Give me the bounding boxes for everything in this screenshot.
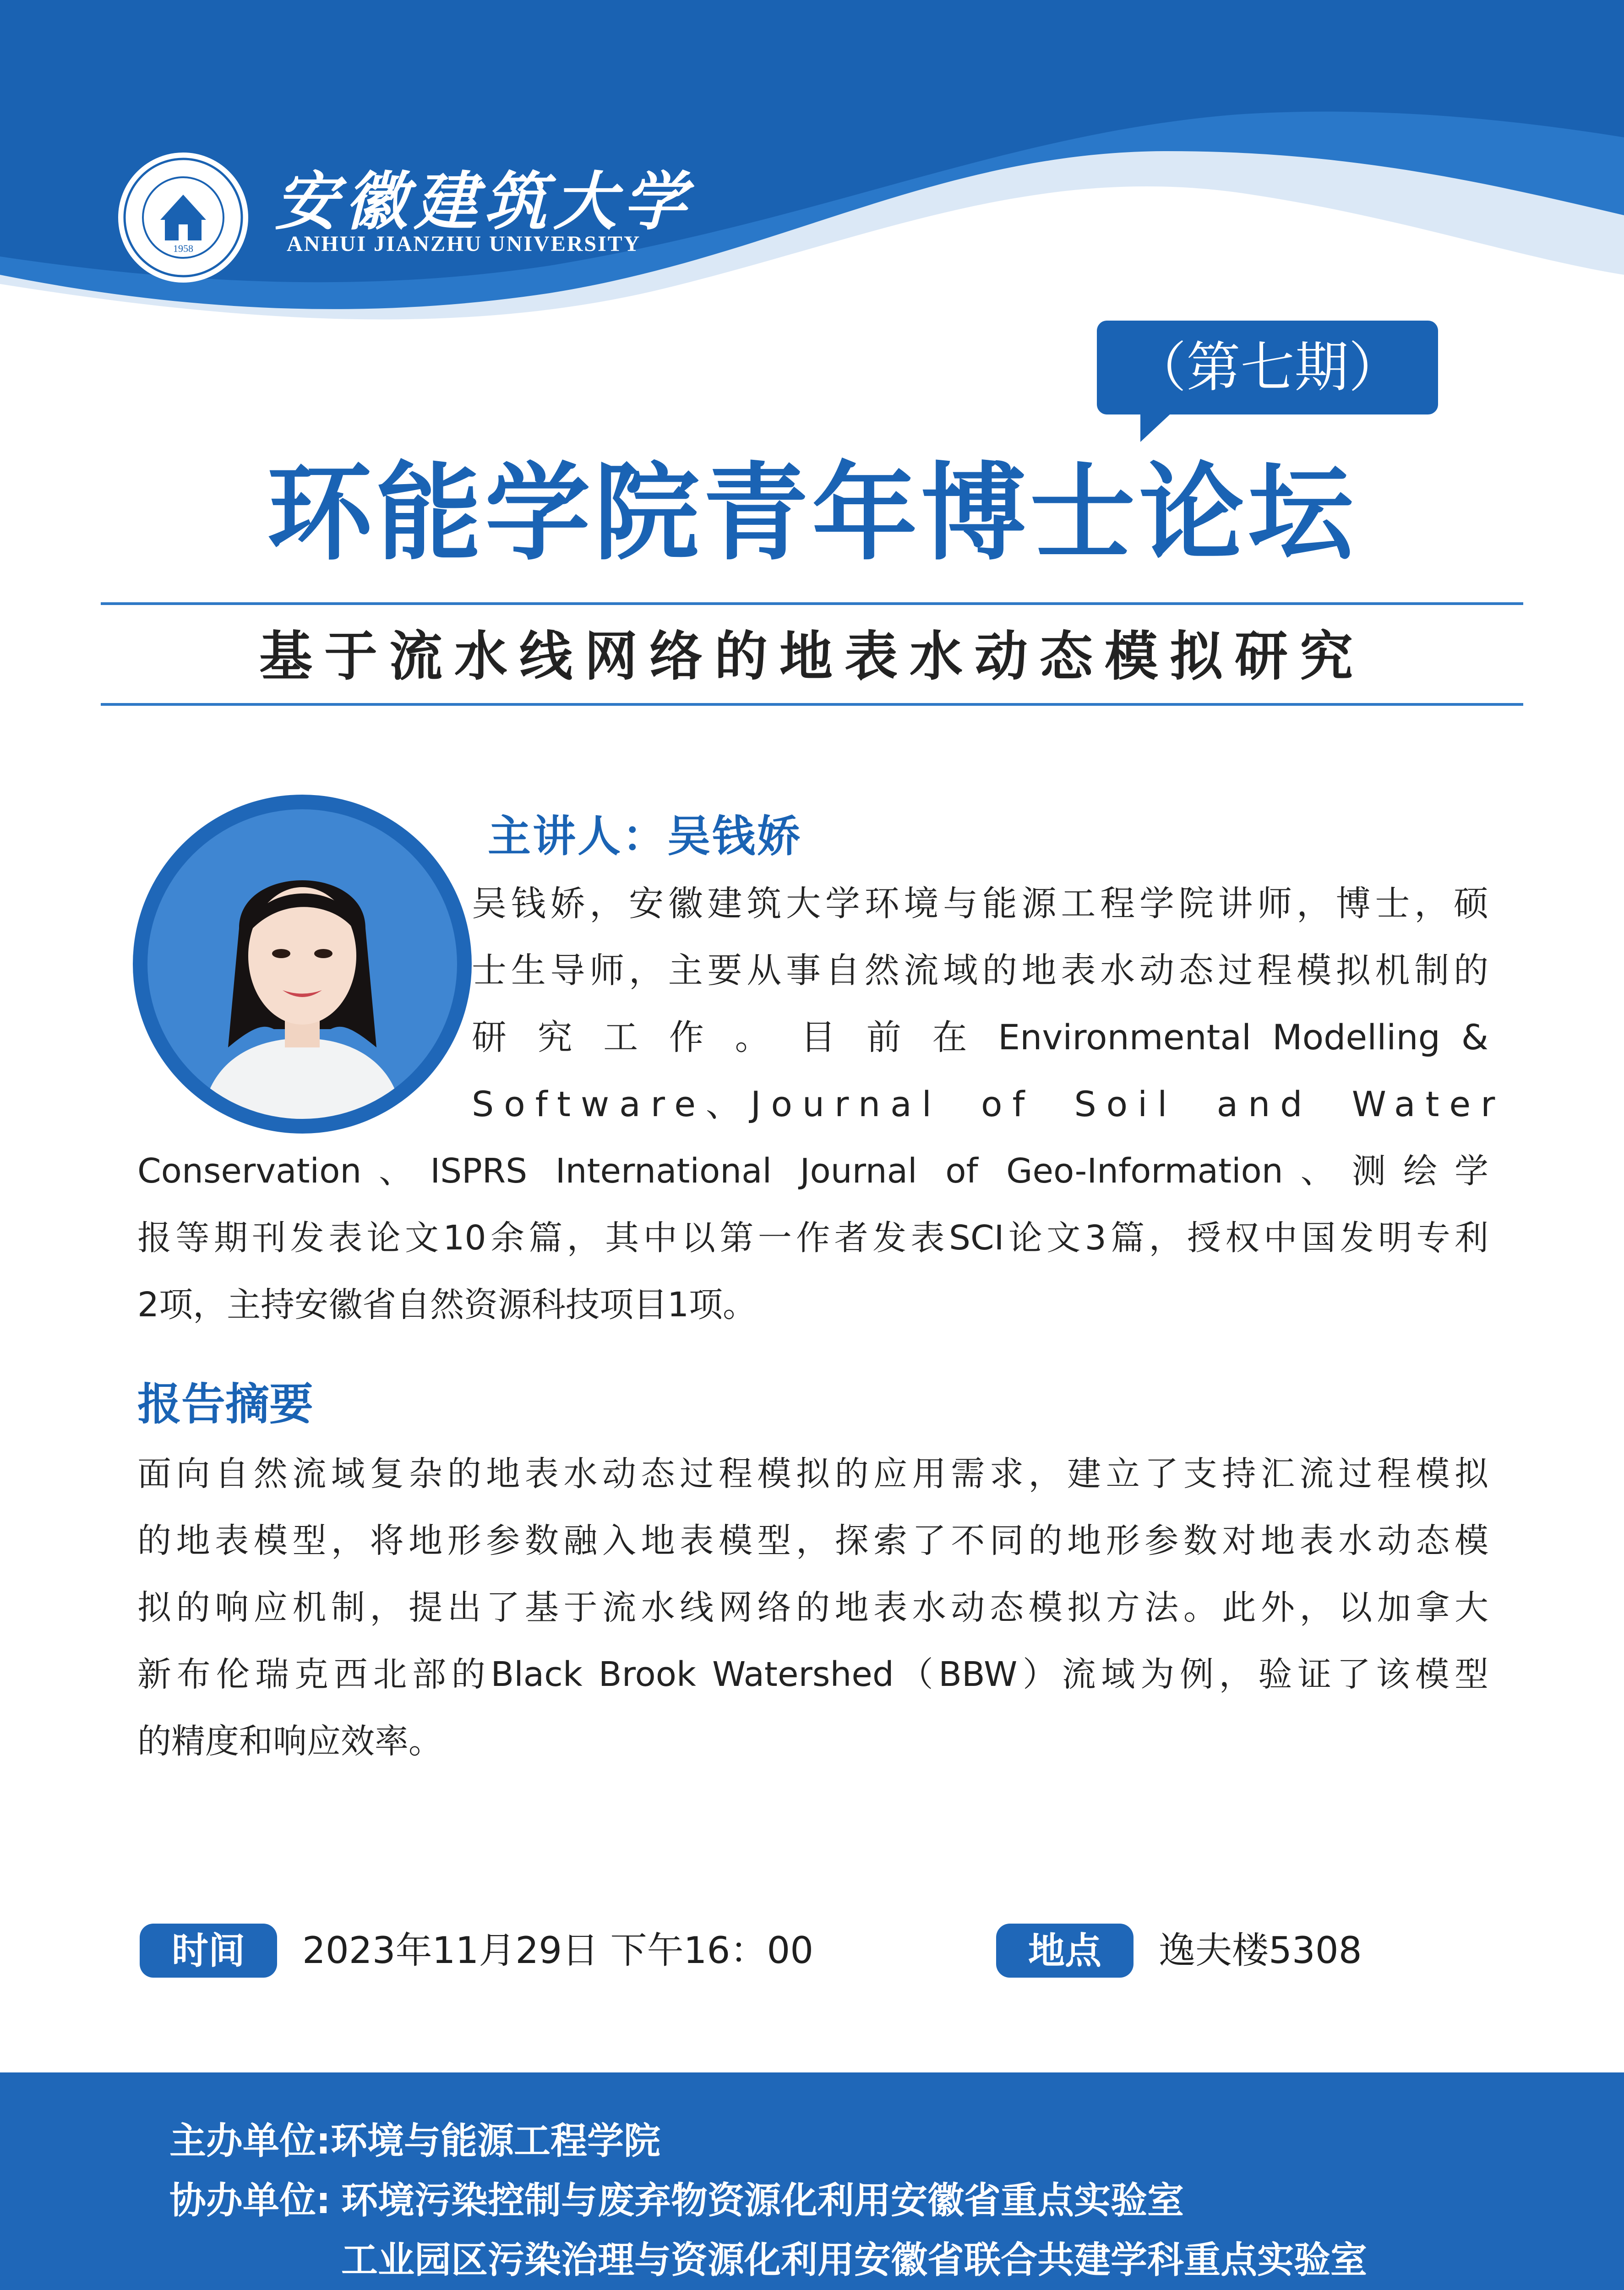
abstract-line: 的精度和响应效率。 [137,1722,442,1761]
talk-topic: 基于流水线网络的地表水动态模拟研究 [259,625,1365,687]
forum-title: 环能学院青年博士论坛 [267,451,1357,575]
issue-number: （第七期） [1132,336,1403,399]
abstract-line: 的地表模型，将地形参数融入地表模型，探索了不同的地形参数对地表水动态模 [137,1521,1488,1560]
bio-line: 2项，主持安徽省自然资源科技项目1项。 [137,1285,757,1325]
bio-line: 吴钱娇，安徽建筑大学环境与能源工程学院讲师，博士，硕 [472,883,1488,924]
abstract-line: 拟的响应机制，提出了基于流水线网络的地表水动态模拟方法。此外，以加拿大 [137,1588,1488,1627]
bio-line: 士生导师，主要从事自然流域的地表水动态过程模拟机制的 [472,950,1488,991]
time-value: 2023年11月29日 下午16：00 [302,1929,814,1972]
bio-line: 研 究 工 作 。 目 前 在 Environmental Modelling & [472,1017,1488,1058]
divider-bottom [101,703,1523,706]
time-label-badge: 时间 [140,1924,277,1978]
host-unit: 主办单位:环境与能源工程学院 [169,2120,660,2162]
university-seal-logo [117,151,250,284]
speaker-heading: 主讲人：吴钱娇 [488,811,802,861]
co-host-item: 环境污染控制与废弃物资源化利用安徽省重点实验室 [341,2179,1184,2222]
place-value: 逸夫楼5308 [1159,1929,1362,1972]
bio-line: 报等期刊发表论文10余篇，其中以第一作者发表SCI论文3篇，授权中国发明专利 [137,1218,1488,1258]
abstract-heading: 报告摘要 [137,1378,313,1430]
co-host-label: 协办单位: [169,2179,331,2222]
university-name-en: ANHUI JIANZHU UNIVERSITY [287,232,641,256]
place-label-badge: 地点 [996,1924,1134,1978]
abstract-line: 面向自然流域复杂的地表水动态过程模拟的应用需求，建立了支持汇流过程模拟 [137,1454,1488,1494]
bio-line: Conservation、ISPRS International Journal of Geo-Information、测绘学 [137,1151,1488,1191]
speaker-photo [147,809,457,1119]
abstract-line: 新布伦瑞克西北部的Black Brook Watershed（BBW）流域为例，验证了该模型 [137,1655,1488,1694]
seal-year: 1958 [173,243,193,254]
bio-line: Software、Journal of Soil and Water [472,1084,1505,1124]
divider-top [101,602,1523,605]
co-host-item: 工业园区污染治理与资源化利用安徽省联合共建学科重点实验室 [341,2239,1367,2281]
university-name-cn: 安徽建筑大学 [275,164,693,239]
